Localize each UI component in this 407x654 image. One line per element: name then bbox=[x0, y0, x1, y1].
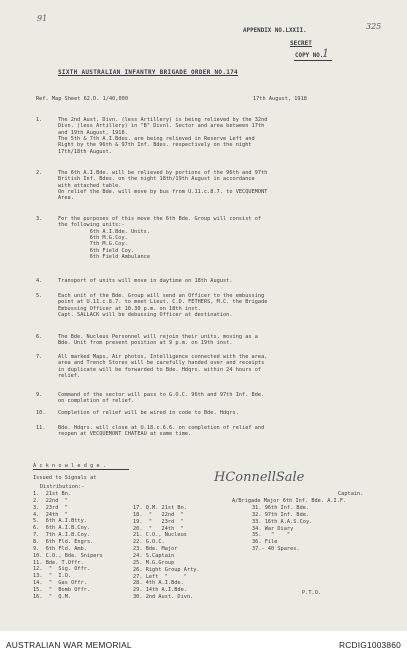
paragraph-line: The Bde. Nucleus Personnel will rejoin their units, moving as a bbox=[58, 334, 258, 340]
distribution-entry: 11. Bde. T.Offr. bbox=[33, 559, 84, 566]
order-title: SIXTH AUSTRALIAN INFANTRY BRIGADE ORDER NO.174 bbox=[58, 69, 238, 76]
distribution-entry: 2. 22nd " bbox=[33, 497, 68, 504]
paragraph-line: Bde. Unit from present position at 9 p.m. on 19th inst. bbox=[58, 340, 233, 347]
distribution-entry: 5. 6th A.I.Btty. bbox=[33, 518, 87, 525]
paragraph-line: Embussing Officer at 10.30 p.m. on 18th inst. bbox=[58, 305, 201, 312]
footer-source: AUSTRALIAN WAR MEMORIAL bbox=[6, 640, 132, 650]
copy-no-label: COPY NO. bbox=[295, 53, 324, 59]
distribution-entry: 33. 16th A.A.S.Coy. bbox=[252, 518, 313, 525]
paragraph-line: Divn. (less Artillery) in "B" Divnl. Sector and area between 17th bbox=[58, 123, 265, 130]
paragraph-line: in duplicate will be forwarded to Bde. Hdqrs. within 24 hours of bbox=[58, 366, 262, 373]
paragraph-line: 6th A.I.Bde. Units. bbox=[58, 228, 151, 235]
acknowledge-underline bbox=[33, 469, 129, 470]
distribution-entry: 25. M.G.Group bbox=[133, 559, 175, 566]
distribution-entry: 1. 21st Bn. bbox=[33, 491, 72, 497]
paragraph-line: Command of the sector will pass to G.O.C. 96th and 97th Inf. Bde. bbox=[58, 392, 265, 398]
distribution-entry: 26. Right Group Arty. bbox=[133, 566, 200, 573]
paragraph-number: 11. bbox=[36, 425, 46, 431]
distribution-entry: 16. " Q.M. bbox=[33, 593, 72, 600]
paragraph-number: 1. bbox=[36, 117, 43, 123]
order-date: 17th August, 1918 bbox=[253, 96, 307, 102]
paragraph-line: Completion of relief will be wired in code to Bde. Hdqrs. bbox=[58, 410, 239, 416]
map-reference: Ref. Map Sheet 62.D. 1/40,000 bbox=[36, 96, 129, 102]
paragraph-number: 4. bbox=[36, 278, 43, 284]
paragraph-line: Each unit of the Bde. Group will send an Officer to the embussing bbox=[58, 293, 265, 299]
paragraph-line: the following units:- bbox=[58, 222, 125, 229]
paragraph-line: On relief the Bde. will move by bus from U.11.c.8.7. to VECQUEMONT bbox=[58, 188, 268, 195]
margin-number-right: 325 bbox=[366, 22, 382, 31]
paragraph-number: 9. bbox=[36, 392, 43, 398]
paragraph-number: 2. bbox=[36, 170, 43, 176]
paragraph-line: Bde. Hdqrs. will close at U.18.c.6.6. on completion of relief and bbox=[58, 425, 265, 431]
paragraph-line: with attached table. bbox=[58, 182, 122, 189]
issued-to-signals: Issued to Signals at bbox=[33, 475, 97, 481]
archive-footer bbox=[0, 631, 407, 654]
paragraph-line: 7th M.G.Coy. bbox=[58, 241, 128, 248]
distribution-entry: 24. S.Captain bbox=[133, 552, 175, 559]
paragraph-line: The 6th A.I.Bde. will be relieved by portions of the 96th and 97th bbox=[58, 170, 268, 176]
distribution-entry: 21. C.O., Nucleus bbox=[133, 532, 187, 539]
paragraph-line: 17th/18th August. bbox=[58, 148, 112, 155]
distribution-entry: 12. " Sig. Offr. bbox=[33, 566, 91, 573]
paragraph-number: 7. bbox=[36, 354, 43, 360]
paragraph-number: 10. bbox=[36, 410, 46, 416]
secret-label: SECRET bbox=[290, 40, 312, 47]
paragraph-line: 6th Field Coy. bbox=[58, 247, 135, 254]
distribution-entry: 28. 4th A.I.Bde. bbox=[133, 580, 184, 587]
paragraph-line: on completion of relief. bbox=[58, 398, 135, 405]
paragraph-line: relief. bbox=[58, 372, 81, 379]
pto-label: P.T.O. bbox=[302, 590, 322, 596]
distribution-entry: 20. " 24th " bbox=[133, 525, 184, 532]
distribution-entry: 19. " 23rd " bbox=[133, 518, 184, 525]
paragraph-number: 6. bbox=[36, 334, 43, 340]
distribution-entry: 9. 6th Fld. Amb. bbox=[33, 545, 87, 552]
distribution-entry: 14. " Gas Offr. bbox=[33, 580, 87, 587]
distribution-entry: 7. 7th A.I.B.Coy. bbox=[33, 532, 91, 539]
paragraph-line: area and Trench Stores will be carefully handed over and receipts bbox=[58, 360, 265, 367]
paragraph-line: Area. bbox=[58, 195, 74, 202]
paragraph-line: 6th Field Ambulance bbox=[58, 253, 151, 260]
copy-no-value: 1 bbox=[322, 47, 329, 60]
paragraph-line: British Inf. Bdes. on the night 18th/19th August in accordance bbox=[58, 176, 255, 183]
paragraph-line: Right by the 96th & 97th Inf. Bdes. respectively on the night bbox=[58, 142, 252, 149]
paragraph-line: Capt. SALLACK will be debussing Officer at destination. bbox=[58, 311, 233, 318]
distribution-entry: 18. " 22nd " bbox=[133, 511, 184, 518]
distribution-entry: 27. Left " " bbox=[133, 573, 187, 580]
distribution-entry: 23. Bde. Major bbox=[133, 546, 178, 553]
distribution-entry: 32. 97th Inf. Bde. bbox=[252, 511, 310, 518]
distribution-entry: 3. 23rd " bbox=[33, 504, 68, 511]
distribution-entry: 13. " I.O. bbox=[33, 573, 72, 580]
paragraph-line: and 19th August, 1918. bbox=[58, 129, 128, 136]
paragraph-line: Transport of units will move in daytime on 18th August. bbox=[58, 278, 233, 284]
paragraph-line: 6th M.G.Coy. bbox=[58, 234, 128, 241]
distribution-entry: 30. 2nd Aust. Divn. bbox=[133, 594, 194, 601]
signature: HConnellSale bbox=[214, 470, 305, 485]
paragraph-line: For the purposes of this move the 6th Bde. Group will consist of bbox=[58, 216, 262, 222]
captain-label: Captain. bbox=[338, 491, 364, 497]
distribution-entry: 35. " " bbox=[252, 532, 291, 539]
margin-number-left: 91 bbox=[37, 14, 48, 23]
paragraph-line: All marked Maps, Air photos, Intelligence connected with the area, bbox=[58, 354, 268, 360]
brigade-major-label: A/Brigade Major 6th Inf. Bde. A.I.F. bbox=[232, 498, 347, 504]
distribution-entry: 15. " Bomb Offr. bbox=[33, 586, 91, 593]
distribution-entry: 4. 24th " bbox=[33, 511, 68, 518]
distribution-entry: 6. 6th A.I.B.Coy. bbox=[33, 525, 91, 532]
footer-id: RCDIG1003860 bbox=[339, 640, 401, 650]
distribution-entry: 17. Q.M. 21st Bn. bbox=[133, 505, 187, 511]
distribution-label: Distribution:- bbox=[40, 484, 85, 490]
distribution-entry: 34. War Diary bbox=[252, 525, 294, 532]
distribution-entry: 31. 96th Inf. Bde. bbox=[252, 505, 310, 511]
copy-no-underline bbox=[294, 60, 332, 61]
paragraph-line: The 5th & 7th A.I.Bdes. are being relieved in Reserve Left and bbox=[58, 135, 255, 142]
paragraph-line: The 2nd Aust. Divn. (less Artillery) is being relieved by the 32nd bbox=[58, 117, 268, 123]
appendix-label: APPENDIX NO.LXXII. bbox=[243, 28, 307, 34]
distribution-entry: 29. 14th A.I.Bde. bbox=[133, 587, 187, 594]
distribution-entry: 8. 6th Fld. Engrs. bbox=[33, 538, 94, 545]
paragraph-number: 5. bbox=[36, 293, 43, 299]
distribution-entry: 10. C.O., Bde. Snipers bbox=[33, 552, 103, 559]
distribution-entry: 22. G.O.C. bbox=[133, 539, 165, 546]
paragraph-line: reopen at VECQUEMONT CHATEAU at same time. bbox=[58, 431, 192, 438]
distribution-entry: 37.- 40 Spares. bbox=[252, 546, 300, 553]
distribution-entry: 36. File bbox=[252, 539, 278, 546]
paragraph-number: 3. bbox=[36, 216, 43, 222]
acknowledge-line: A c k n o w l e d g e . bbox=[33, 463, 106, 469]
paragraph-line: point at U.11.c.8.7. to meet Lieut. C.D. FETHERS, M.C. the Brigade bbox=[58, 299, 268, 306]
